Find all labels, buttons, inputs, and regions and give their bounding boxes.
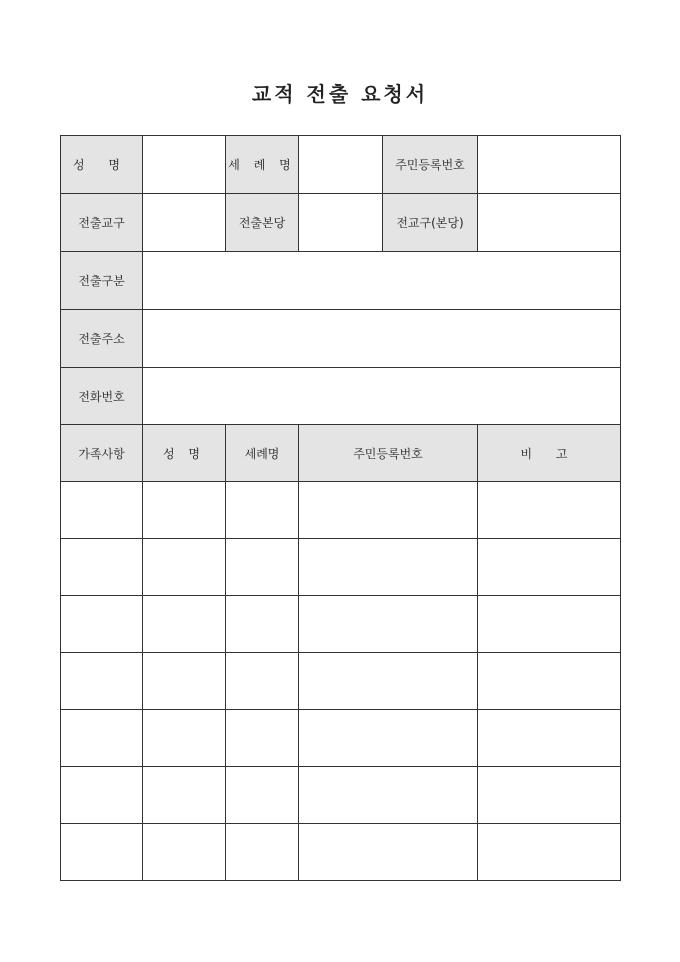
form-row-phone bbox=[61, 368, 621, 425]
family-cell-remarks[interactable] bbox=[478, 596, 621, 653]
resident-number-label: 주민등록번호 bbox=[383, 136, 478, 194]
family-row bbox=[61, 653, 621, 710]
family-cell-baptismal-name[interactable] bbox=[226, 710, 299, 767]
family-header-baptismal-name: 세례명 bbox=[226, 425, 299, 482]
family-cell-remarks[interactable] bbox=[478, 653, 621, 710]
family-header-name: 성 명 bbox=[143, 425, 226, 482]
family-header-relation: 가족사항 bbox=[61, 425, 143, 482]
family-cell-remarks[interactable] bbox=[478, 539, 621, 596]
family-cell-resident-number[interactable] bbox=[299, 710, 478, 767]
baptismal-name-field[interactable] bbox=[299, 136, 383, 194]
form-row-address bbox=[61, 310, 621, 368]
family-cell-name[interactable] bbox=[143, 596, 226, 653]
transfer-type-label: 전출구분 bbox=[61, 252, 143, 310]
from-parish-label: 전출교구 bbox=[61, 194, 143, 252]
family-cell-relation[interactable] bbox=[61, 596, 143, 653]
previous-parish-label: 전교구(본당) bbox=[383, 194, 478, 252]
family-cell-remarks[interactable] bbox=[478, 710, 621, 767]
family-cell-resident-number[interactable] bbox=[299, 824, 478, 881]
family-row bbox=[61, 482, 621, 539]
family-cell-baptismal-name[interactable] bbox=[226, 539, 299, 596]
family-cell-resident-number[interactable] bbox=[299, 596, 478, 653]
transfer-address-label: 전출주소 bbox=[61, 310, 143, 368]
family-cell-resident-number[interactable] bbox=[299, 653, 478, 710]
name-label: 성 명 bbox=[61, 136, 143, 194]
from-branch-field[interactable] bbox=[299, 194, 383, 252]
family-cell-relation[interactable] bbox=[61, 653, 143, 710]
family-cell-name[interactable] bbox=[143, 710, 226, 767]
baptismal-name-label: 세 례 명 bbox=[226, 136, 299, 194]
transfer-address-field[interactable] bbox=[143, 310, 621, 368]
family-cell-baptismal-name[interactable] bbox=[226, 596, 299, 653]
family-row bbox=[61, 767, 621, 824]
family-cell-name[interactable] bbox=[143, 482, 226, 539]
family-cell-relation[interactable] bbox=[61, 482, 143, 539]
transfer-type-field[interactable] bbox=[143, 252, 621, 310]
family-cell-relation[interactable] bbox=[61, 710, 143, 767]
family-cell-baptismal-name[interactable] bbox=[226, 824, 299, 881]
family-cell-baptismal-name[interactable] bbox=[226, 653, 299, 710]
from-branch-label: 전출본당 bbox=[226, 194, 299, 252]
phone-label: 전화번호 bbox=[61, 368, 143, 425]
family-row bbox=[61, 824, 621, 881]
family-cell-resident-number[interactable] bbox=[299, 482, 478, 539]
family-header-row bbox=[61, 425, 621, 482]
family-cell-resident-number[interactable] bbox=[299, 539, 478, 596]
phone-field[interactable] bbox=[143, 368, 621, 425]
family-cell-resident-number[interactable] bbox=[299, 767, 478, 824]
previous-parish-field[interactable] bbox=[478, 194, 621, 252]
family-cell-remarks[interactable] bbox=[478, 482, 621, 539]
family-cell-name[interactable] bbox=[143, 824, 226, 881]
family-cell-baptismal-name[interactable] bbox=[226, 482, 299, 539]
family-cell-baptismal-name[interactable] bbox=[226, 767, 299, 824]
family-header-resident-number: 주민등록번호 bbox=[299, 425, 478, 482]
family-cell-remarks[interactable] bbox=[478, 824, 621, 881]
name-field[interactable] bbox=[143, 136, 226, 194]
form-row-name bbox=[61, 136, 621, 194]
family-row bbox=[61, 596, 621, 653]
family-cell-relation[interactable] bbox=[61, 767, 143, 824]
family-cell-name[interactable] bbox=[143, 653, 226, 710]
resident-number-field[interactable] bbox=[478, 136, 621, 194]
transfer-request-form bbox=[60, 135, 621, 881]
family-row bbox=[61, 539, 621, 596]
family-cell-relation[interactable] bbox=[61, 539, 143, 596]
form-row-parish bbox=[61, 194, 621, 252]
family-row bbox=[61, 710, 621, 767]
document-title: 교적 전출 요청서 bbox=[251, 82, 429, 106]
family-cell-name[interactable] bbox=[143, 539, 226, 596]
family-header-remarks: 비 고 bbox=[478, 425, 621, 482]
family-cell-remarks[interactable] bbox=[478, 767, 621, 824]
family-cell-relation[interactable] bbox=[61, 824, 143, 881]
family-cell-name[interactable] bbox=[143, 767, 226, 824]
from-parish-field[interactable] bbox=[143, 194, 226, 252]
form-row-transfer-type bbox=[61, 252, 621, 310]
